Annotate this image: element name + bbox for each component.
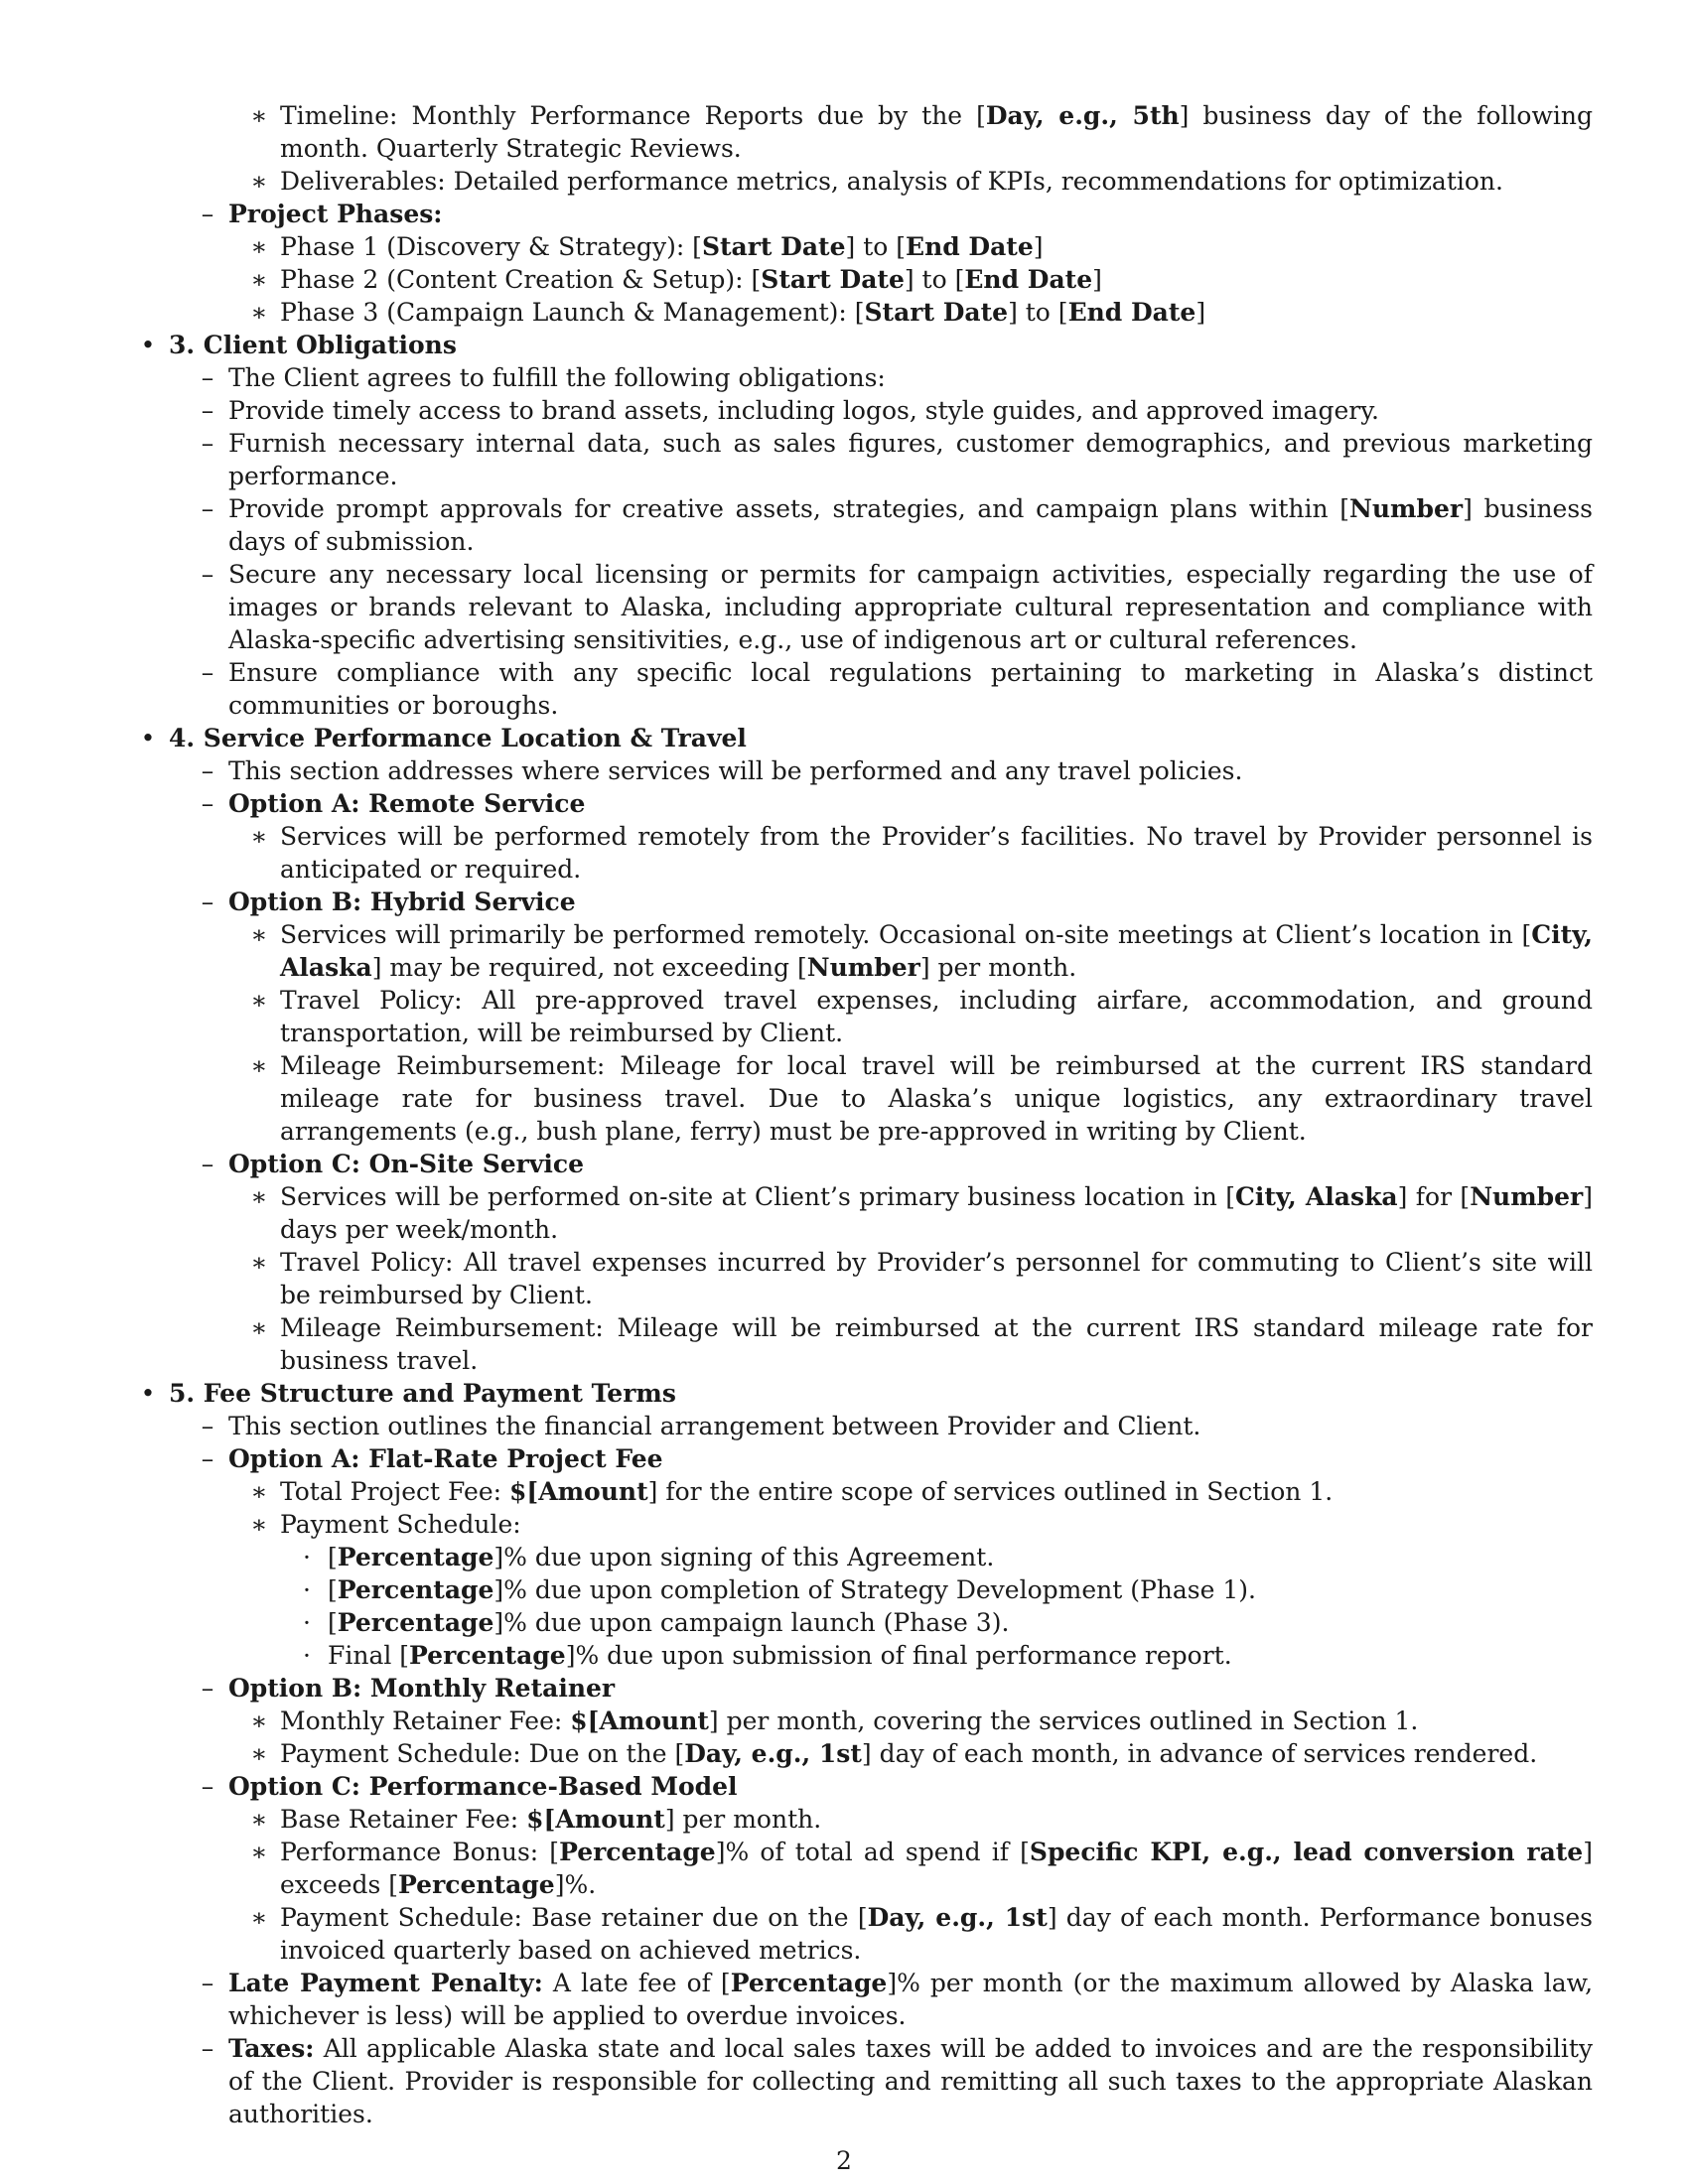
list-item (135, 296, 1593, 329)
text-segment: ]% due upon signing of this Agreement. (493, 1543, 995, 1571)
star-marker: ∗ (250, 265, 268, 294)
text-segment: Travel Policy: All pre-approved travel expenses, including airfare, accommodation, and ground transportation, will be reimbursed by Client. (280, 986, 1593, 1047)
bold-text: 4. Service Performance Location & Travel (169, 724, 747, 752)
text-segment: Services will be performed on-site at Client’s primary business location in [ (280, 1182, 1235, 1211)
dot-marker: · (303, 1575, 311, 1604)
dash-marker: – (201, 1412, 214, 1440)
text-segment: Secure any necessary local licensing or permits for campaign activities, especially regarding the use of images or brands relevant to Alaska, including appropriate cultural representation and compliance with Alaska-specific advertising sensitivities, e.g., use of indigenous art or cultural references. (228, 560, 1593, 654)
list-item (135, 1770, 1593, 1803)
bold-text: Option A: Flat-Rate Project Fee (228, 1444, 663, 1473)
text-segment: ] (1033, 232, 1044, 261)
bold-text: Late Payment Penalty: (228, 1969, 543, 1997)
list-item (135, 984, 1593, 1049)
text-segment: ]% per month (or the maximum allowed by Alaska law, whichever is less) will be applied to overdue invoices. (228, 1969, 1594, 2030)
dash-marker: – (201, 756, 214, 785)
list-item (135, 1148, 1593, 1180)
dot-marker: · (303, 1543, 311, 1571)
bold-text: Percentage (730, 1969, 888, 1997)
bold-text: 3. Client Obligations (169, 331, 457, 359)
bold-text: Start Date (864, 298, 1009, 327)
text-segment: Monthly Retainer Fee: (280, 1706, 571, 1735)
text-segment: Performance Bonus: [ (280, 1838, 560, 1866)
bold-text: Option B: Monthly Retainer (228, 1674, 616, 1703)
bold-text: Number (1470, 1182, 1584, 1211)
dash-marker: – (201, 658, 214, 687)
bold-text: Day, e.g., 5th (985, 101, 1180, 130)
dash-marker: – (201, 789, 214, 818)
text-segment: Services will be performed remotely from the Provider’s facilities. No travel by Provider personnel is anticipated or required. (280, 822, 1593, 884)
list-item (135, 230, 1593, 263)
text-segment: Phase 2 (Content Creation & Setup): [ (280, 265, 762, 294)
star-marker: ∗ (250, 167, 268, 196)
text-segment: ]% due upon campaign launch (Phase 3). (493, 1608, 1010, 1637)
bold-text: 5. Fee Structure and Payment Terms (169, 1379, 676, 1408)
list-item (135, 1180, 1593, 1246)
star-marker: ∗ (250, 1838, 268, 1866)
bold-text: City, Alaska (1234, 1182, 1398, 1211)
text-segment: ] to [ (904, 265, 965, 294)
list-item (135, 361, 1593, 394)
bold-text: Number (806, 953, 920, 982)
text-segment: ] to [ (1008, 298, 1068, 327)
text-segment: ] per month. (664, 1805, 822, 1834)
star-marker: ∗ (250, 1805, 268, 1834)
text-segment: Payment Schedule: (280, 1510, 521, 1539)
dash-marker: – (201, 1150, 214, 1178)
text-segment: ] per month, covering the services outlined in Section 1. (708, 1706, 1419, 1735)
text-segment: Mileage Reimbursement: Mileage for local travel will be reimbursed at the current IRS standard mileage rate for business travel. Due to Alaska’s unique logistics, any extraordinary travel arrangements (e.g., bush plane, ferry) must be pre-approved in writing by Client. (280, 1051, 1593, 1146)
list-item (135, 820, 1593, 886)
text-segment: Ensure compliance with any specific local regulations pertaining to marketing in Alaska’s distinct communities or boroughs. (228, 658, 1593, 720)
text-segment: ] may be required, not exceeding [ (371, 953, 807, 982)
section-heading (135, 1377, 1593, 1410)
bold-text: Percentage (398, 1870, 555, 1899)
text-segment: [ (328, 1543, 338, 1571)
text-segment: ] per month. (919, 953, 1077, 982)
dot-marker: · (303, 1641, 311, 1670)
bold-text: Percentage (409, 1641, 566, 1670)
dash-marker: – (201, 1444, 214, 1473)
dash-marker: – (201, 396, 214, 425)
page-number: 2 (836, 2146, 852, 2175)
text-segment: Provide timely access to brand assets, including logos, style guides, and approved imagery. (228, 396, 1379, 425)
dash-marker: – (201, 494, 214, 523)
bold-text: Percentage (337, 1608, 494, 1637)
list-item (135, 1410, 1593, 1442)
section-heading (135, 329, 1593, 361)
bold-text: $[Amount (570, 1706, 709, 1735)
text-segment: Final [ (328, 1641, 410, 1670)
star-marker: ∗ (250, 1477, 268, 1506)
list-item (135, 2032, 1593, 2130)
bold-text: Start Date (701, 232, 846, 261)
text-segment: Phase 1 (Discovery & Strategy): [ (280, 232, 702, 261)
list-item (135, 1442, 1593, 1475)
bold-text: Option C: Performance-Based Model (228, 1772, 738, 1801)
list-item (135, 1475, 1593, 1508)
text-segment: All applicable Alaska state and local sales taxes will be added to invoices and are the responsibility of the Client. Provider is responsible for collecting and remitting all such taxes to the appropriate Alaskan authorities. (228, 2034, 1593, 2128)
dash-marker: – (201, 560, 214, 589)
list-item (135, 886, 1593, 918)
dash-marker: – (201, 2034, 214, 2063)
list-item (135, 1705, 1593, 1737)
dash-marker: – (201, 887, 214, 916)
text-segment: Services will primarily be performed remotely. Occasional on-site meetings at Client’s location in [ (280, 920, 1532, 949)
text-segment: [ (328, 1608, 338, 1637)
list-item (135, 394, 1593, 427)
list-item (135, 1803, 1593, 1836)
list-item (135, 1311, 1593, 1377)
bold-text: Taxes: (228, 2034, 315, 2063)
text-segment: The Client agrees to fulfill the following obligations: (228, 363, 886, 392)
bold-text: Project Phases: (228, 200, 443, 228)
bold-text: Percentage (337, 1543, 494, 1571)
list-item (135, 492, 1593, 558)
text-segment: ] business day of the following month. Quarterly Strategic Reviews. (280, 101, 1593, 163)
text-segment: ]% due upon completion of Strategy Development (Phase 1). (493, 1575, 1256, 1604)
text-segment: Payment Schedule: Due on the [ (280, 1739, 685, 1768)
star-marker: ∗ (250, 101, 268, 130)
star-marker: ∗ (250, 822, 268, 851)
star-marker: ∗ (250, 298, 268, 327)
bold-text: End Date (1067, 298, 1196, 327)
star-marker: ∗ (250, 1051, 268, 1080)
dash-marker: – (201, 1772, 214, 1801)
list-item (135, 787, 1593, 820)
document-body (135, 99, 1593, 2130)
list-item (135, 1508, 1593, 1541)
text-segment: [ (328, 1575, 338, 1604)
list-item (135, 427, 1593, 492)
star-marker: ∗ (250, 1248, 268, 1277)
dash-marker: – (201, 200, 214, 228)
list-item (135, 1606, 1593, 1639)
bold-text: Start Date (761, 265, 905, 294)
text-segment: ] for [ (1397, 1182, 1471, 1211)
text-segment: A late fee of [ (542, 1969, 731, 1997)
dot-marker: · (303, 1608, 311, 1637)
bold-text: Day, e.g., 1st (684, 1739, 862, 1768)
bold-text: $[Amount (508, 1477, 648, 1506)
list-item (135, 165, 1593, 198)
dash-marker: – (201, 1969, 214, 1997)
star-marker: ∗ (250, 232, 268, 261)
dash-marker: – (201, 429, 214, 458)
list-item (135, 1573, 1593, 1606)
text-segment: ] day of each month, in advance of services rendered. (861, 1739, 1538, 1768)
bold-text: City, Alaska (280, 920, 1593, 982)
text-segment: ] day of each month. Performance bonuses invoiced quarterly based on achieved metrics. (280, 1903, 1593, 1965)
star-marker: ∗ (250, 1706, 268, 1735)
text-segment: Furnish necessary internal data, such as sales figures, customer demographics, and previous marketing performance. (228, 429, 1593, 490)
bullet-marker: • (140, 724, 156, 752)
text-segment: ] (1196, 298, 1206, 327)
text-segment: This section outlines the financial arrangement between Provider and Client. (228, 1412, 1201, 1440)
bullet-marker: • (140, 1379, 156, 1408)
star-marker: ∗ (250, 1739, 268, 1768)
list-item (135, 99, 1593, 165)
star-marker: ∗ (250, 1182, 268, 1211)
text-segment: ]% of total ad spend if [ (715, 1838, 1030, 1866)
star-marker: ∗ (250, 986, 268, 1015)
dash-marker: – (201, 1674, 214, 1703)
list-item (135, 1901, 1593, 1967)
list-item (135, 1967, 1593, 2032)
text-segment: ] (1092, 265, 1102, 294)
text-segment: Base Retainer Fee: (280, 1805, 527, 1834)
text-segment: Deliverables: Detailed performance metrics, analysis of KPIs, recommendations for optimization. (280, 167, 1503, 196)
text-segment: ] for the entire scope of services outlined in Section 1. (647, 1477, 1334, 1506)
text-segment: Phase 3 (Campaign Launch & Management): [ (280, 298, 865, 327)
star-marker: ∗ (250, 1903, 268, 1932)
list-item (135, 263, 1593, 296)
text-segment: ] to [ (845, 232, 907, 261)
bold-text: End Date (964, 265, 1093, 294)
list-item (135, 1639, 1593, 1672)
star-marker: ∗ (250, 1313, 268, 1342)
text-segment: ] days per week/month. (280, 1182, 1593, 1244)
text-segment: ] business days of submission. (228, 494, 1594, 556)
list-item (135, 1246, 1593, 1311)
list-item (135, 1836, 1593, 1901)
star-marker: ∗ (250, 920, 268, 949)
text-segment: ]% due upon submission of final performance report. (565, 1641, 1232, 1670)
list-item (135, 1672, 1593, 1705)
list-item (135, 198, 1593, 230)
bold-text: Option B: Hybrid Service (228, 887, 576, 916)
text-segment: ] exceeds [ (280, 1838, 1593, 1899)
bold-text: Percentage (337, 1575, 494, 1604)
list-item (135, 1737, 1593, 1770)
bold-text: Option A: Remote Service (228, 789, 586, 818)
bold-text: Day, e.g., 1st (867, 1903, 1048, 1932)
list-item (135, 754, 1593, 787)
bold-text: Percentage (559, 1838, 716, 1866)
text-segment: This section addresses where services will be performed and any travel policies. (228, 756, 1243, 785)
text-segment: Mileage Reimbursement: Mileage will be reimbursed at the current IRS standard mileage rate for business travel. (280, 1313, 1593, 1375)
list-item (135, 1049, 1593, 1148)
dash-marker: – (201, 363, 214, 392)
bold-text: End Date (906, 232, 1034, 261)
list-item (135, 558, 1593, 656)
text-segment: Provide prompt approvals for creative assets, strategies, and campaign plans within [ (228, 494, 1350, 523)
bold-text: Number (1349, 494, 1464, 523)
text-segment: ]%. (554, 1870, 597, 1899)
list-item (135, 1541, 1593, 1573)
bullet-marker: • (140, 331, 156, 359)
text-segment: Payment Schedule: Base retainer due on the [ (280, 1903, 868, 1932)
bold-text: Specific KPI, e.g., lead conversion rate (1029, 1838, 1584, 1866)
bold-text: $[Amount (526, 1805, 665, 1834)
list-item (135, 918, 1593, 984)
text-segment: Travel Policy: All travel expenses incurred by Provider’s personnel for commuting to Client’s site will be reimbursed by Client. (280, 1248, 1593, 1309)
star-marker: ∗ (250, 1510, 268, 1539)
section-heading (135, 722, 1593, 754)
text-segment: Timeline: Monthly Performance Reports due by the [ (280, 101, 986, 130)
bold-text: Option C: On-Site Service (228, 1150, 585, 1178)
list-item (135, 656, 1593, 722)
text-segment: Total Project Fee: (280, 1477, 509, 1506)
